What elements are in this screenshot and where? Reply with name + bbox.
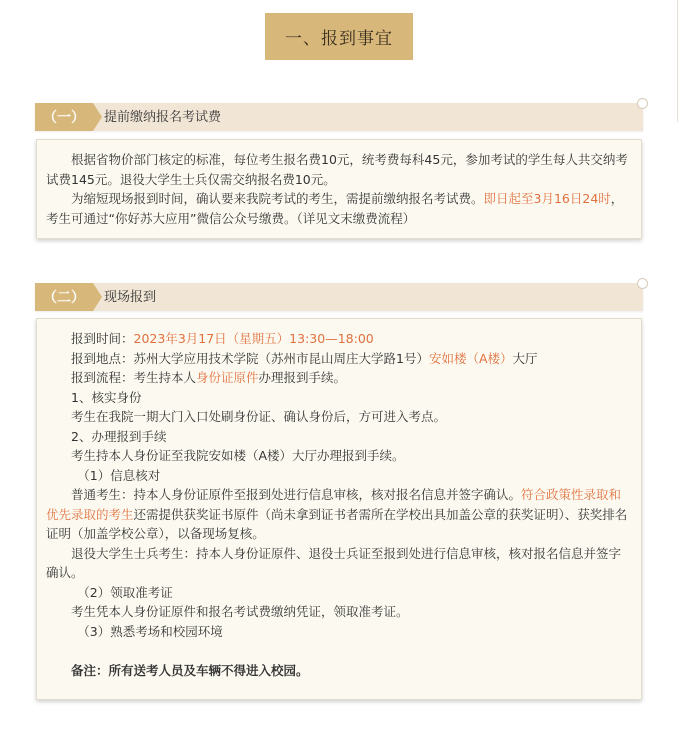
corner-dot-icon xyxy=(637,278,648,289)
fee-standard-paragraph: 根据省物价部门核定的标准，每位考生报名费10元，统考费每科45元，参加考试的学生每人共交纳考试费145元。退役大学生士兵仅需交纳报名费10元。 xyxy=(46,152,628,187)
normal-candidate-paragraph: 普通考生：持本人身份证原件至报到处进行信息审核，核对报名信息并签字确认。符合政策性录取和优先录取的考生还需提供获奖证书原件（尚未拿到证书者需所在学校出具加盖公章的获奖证明）、获奖排名证明（加盖学校公章），以备现场复核。 xyxy=(46,487,628,541)
policy-admission-highlight: 符合政策性录取和优先录取的考生 xyxy=(46,487,622,522)
sub-step-3-title: （3）熟悉考场和校园环境 xyxy=(77,623,223,639)
checkin-building: 安如楼（A楼） xyxy=(428,350,513,366)
section-2-content xyxy=(36,318,642,700)
fee-deadline-highlight: 即日起至3月16日24时 xyxy=(483,191,611,206)
section-2-header xyxy=(35,283,643,311)
veteran-candidate-paragraph: 退役大学生士兵考生：持本人身份证原件、退役士兵证至报到处进行信息审核，核对报名信息并签字确认。 xyxy=(46,545,622,580)
id-card-highlight: 身份证原件 xyxy=(196,370,259,385)
sub-step-1-title: （1）信息核对 xyxy=(77,467,161,483)
sub-step-2-title: （2）领取准考证 xyxy=(77,584,173,600)
page-title: 一、报到事宜 xyxy=(265,13,413,60)
corner-dot-icon xyxy=(637,98,648,109)
section-1-header xyxy=(35,103,643,131)
section-1-content xyxy=(36,139,642,239)
checkin-place: 报到地点：苏州大学应用技术学院（苏州市昆山周庄大学路1号）安如楼（A楼）大厅 xyxy=(71,350,538,366)
step-1-text: 考生在我院一期大门入口处刷身份证、确认身份后，方可进入考点。 xyxy=(71,409,447,424)
section-1-title: 提前缴纳报名考试费 xyxy=(104,110,222,125)
checkin-time: 报到时间：2023年3月17日（星期五）13:30—18:00 xyxy=(71,331,374,346)
fee-deadline-paragraph: 为缩短现场报到时间，确认要来我院考试的考生，需提前缴纳报名考试费。即日起至3月16日24时，考生可通过“你好苏大应用”微信公众号缴费。（详见文末缴费流程） xyxy=(46,191,624,226)
section-2-title: 现场报到 xyxy=(104,290,157,305)
checkin-time-value: 2023年3月17日（星期五）13:30—18:00 xyxy=(133,331,374,346)
step-2-text: 考生持本人身份证至我院安如楼（A楼）大厅办理报到手续。 xyxy=(71,448,405,463)
note: 备注：所有送考人员及车辆不得进入校园。 xyxy=(71,662,309,678)
step-1-title: 1、核实身份 xyxy=(71,389,142,405)
step-2-title: 2、办理报到手续 xyxy=(71,428,167,444)
right-divider xyxy=(677,0,678,122)
sub-step-2-text: 考生凭本人身份证原件和报名考试费缴纳凭证，领取准考证。 xyxy=(71,604,409,619)
section-2-number: （二） xyxy=(35,283,93,311)
section-1-number: （一） xyxy=(35,103,93,131)
checkin-flow: 报到流程：考生持本人身份证原件办理报到手续。 xyxy=(71,370,347,385)
spacer xyxy=(46,641,633,661)
